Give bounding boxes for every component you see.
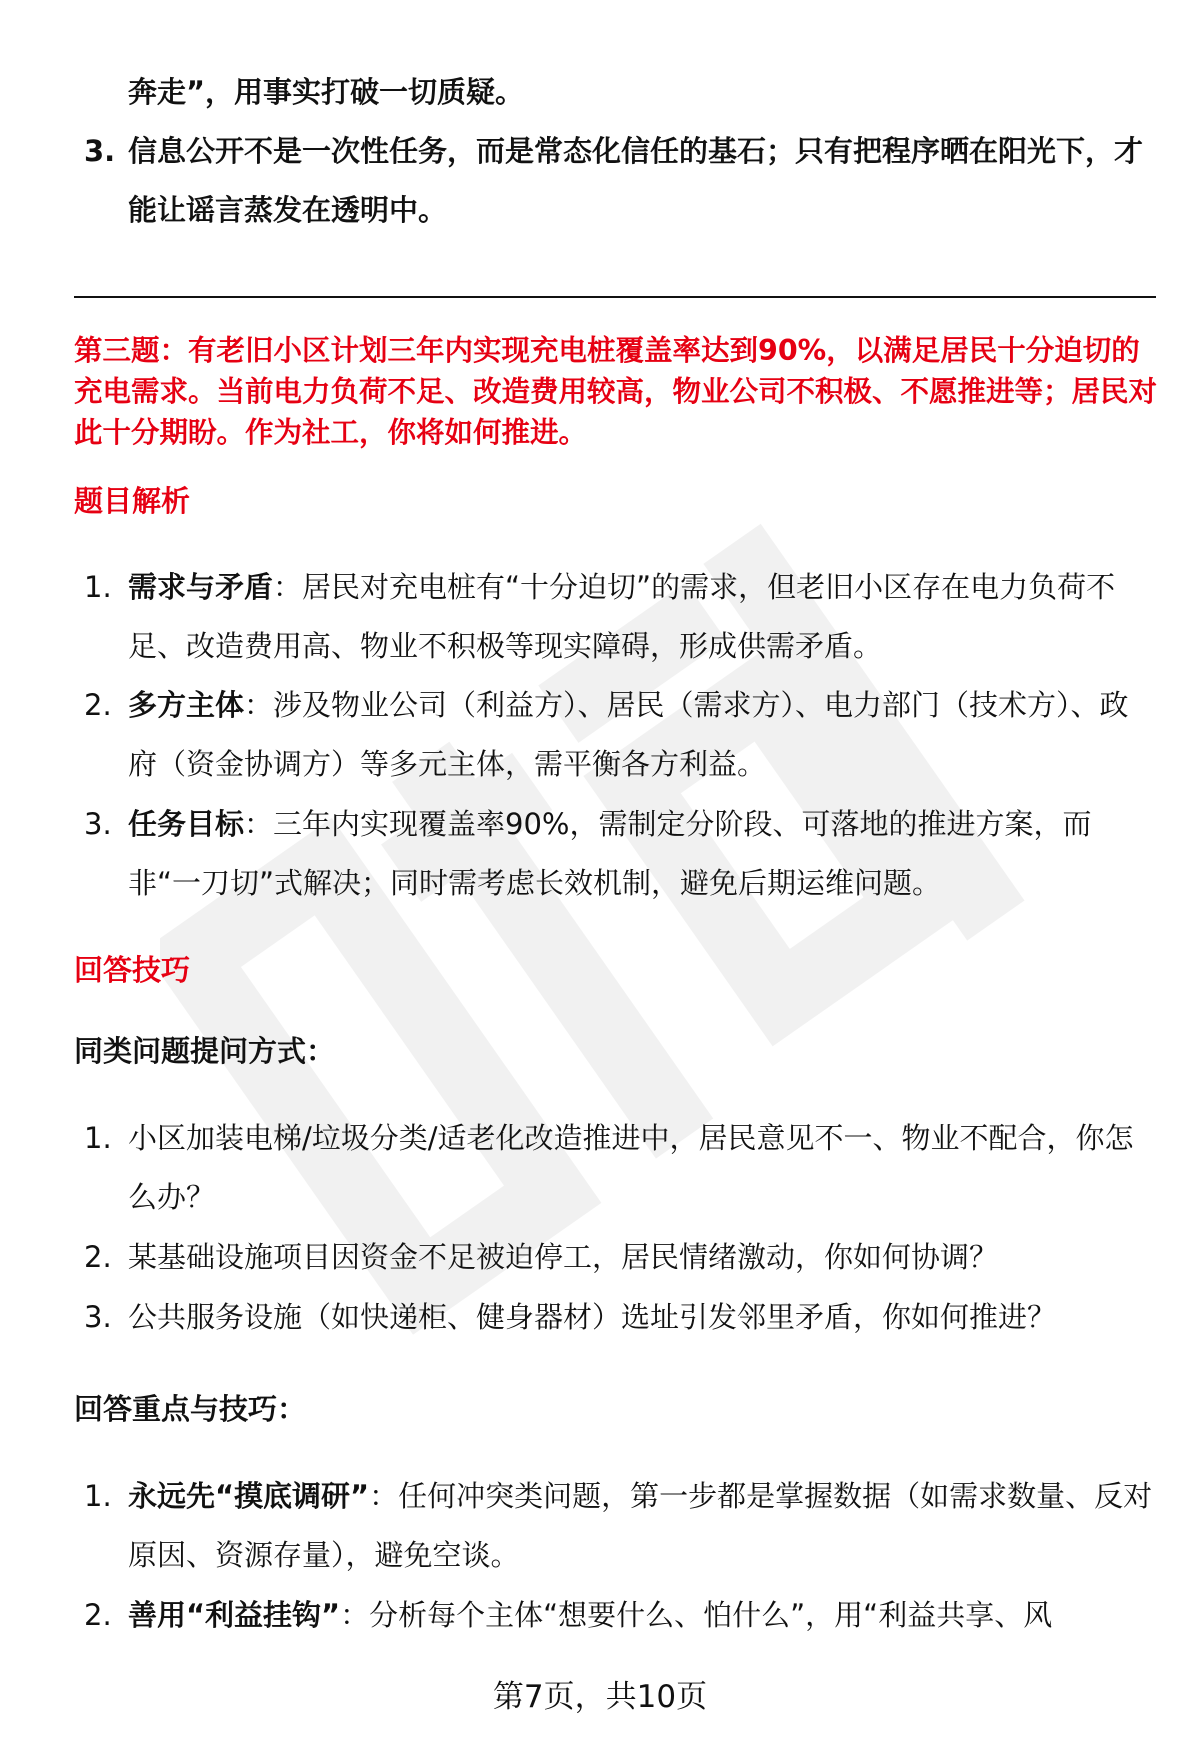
list-item-term: 任务目标 xyxy=(128,807,245,841)
list-item xyxy=(74,795,1154,913)
analysis-title: 题目解析 xyxy=(74,484,191,518)
list-item-term: 善用“利益挂钩” xyxy=(128,1598,341,1632)
list-item xyxy=(74,63,1154,122)
list-item-text: 奔走”，用事实打破一切质疑。 xyxy=(128,75,525,109)
list-number: 2. xyxy=(84,1598,112,1632)
list-item-text: ：分析每个主体“想要什么、怕什么”，用“利益共享、风 xyxy=(340,1598,1053,1632)
list-item-term: 需求与矛盾 xyxy=(128,570,274,604)
page-number: 第7页，共10页 xyxy=(492,1679,708,1715)
list-item xyxy=(74,1109,1154,1227)
list-item-text: 小区加装电梯/垃圾分类/适老化改造推进中，居民意见不一、物业不配合，你怎么办？ xyxy=(128,1121,1134,1214)
question-heading: 第三题：有老旧小区计划三年内实现充电桩覆盖率达到90%，以满足居民十分迫切的充电需求。当前电力负荷不足、改造费用较高，物业公司不积极、不愿推进等；居民对此十分期盼。作为社工，你将如何推进。 xyxy=(74,334,1158,449)
list-item-text: ：涉及物业公司（利益方）、居民（需求方）、电力部门（技术方）、政府（资金协调方）等多元主体，需平衡各方利益。 xyxy=(128,688,1129,781)
list-number: 1. xyxy=(84,570,112,604)
list-number: 2. xyxy=(84,1240,112,1274)
list-item-term: 永远先“摸底调研” xyxy=(128,1479,370,1513)
skills-title: 回答技巧 xyxy=(74,953,191,987)
list-item xyxy=(74,1288,1154,1347)
list-item-text: ：任何冲突类问题，第一步都是掌握数据（如需求数量、反对原因、资源存量），避免空谈。 xyxy=(128,1479,1153,1572)
list-number: 3. xyxy=(84,807,112,841)
list-item xyxy=(74,676,1154,794)
list-item xyxy=(74,558,1154,676)
list-number: 2. xyxy=(84,688,112,722)
list-number: 3. xyxy=(84,1300,112,1334)
list-number: 1. xyxy=(84,1479,112,1513)
list-item-text: 某基础设施项目因资金不足被迫停工，居民情绪激动，你如何协调？ xyxy=(128,1240,999,1274)
list-item-text: 信息公开不是一次性任务，而是常态化信任的基石；只有把程序晒在阳光下，才能让谣言蒸发在透明中。 xyxy=(128,134,1144,227)
similar-questions-title: 同类问题提问方式： xyxy=(74,1034,336,1068)
list-number: 1. xyxy=(84,1121,112,1155)
list-item xyxy=(74,1467,1154,1585)
list-item xyxy=(74,1586,1154,1645)
list-item xyxy=(74,122,1154,240)
list-number: 3. xyxy=(84,134,116,168)
list-item-text: 公共服务设施（如快递柜、健身器材）选址引发邻里矛盾，你如何推进？ xyxy=(128,1300,1057,1334)
key-points-title: 回答重点与技巧： xyxy=(74,1392,307,1426)
list-item-term: 多方主体 xyxy=(128,688,245,722)
list-item-text: ：居民对充电桩有“十分迫切”的需求，但老旧小区存在电力负荷不足、改造费用高、物业不积极等现实障碍，形成供需矛盾。 xyxy=(128,570,1116,663)
section-divider xyxy=(74,296,1156,298)
list-item xyxy=(74,1228,1154,1287)
list-item-text: ：三年内实现覆盖率90%，需制定分阶段、可落地的推进方案，而非“一刀切”式解决；同时需考虑长效机制，避免后期运维问题。 xyxy=(128,807,1092,900)
